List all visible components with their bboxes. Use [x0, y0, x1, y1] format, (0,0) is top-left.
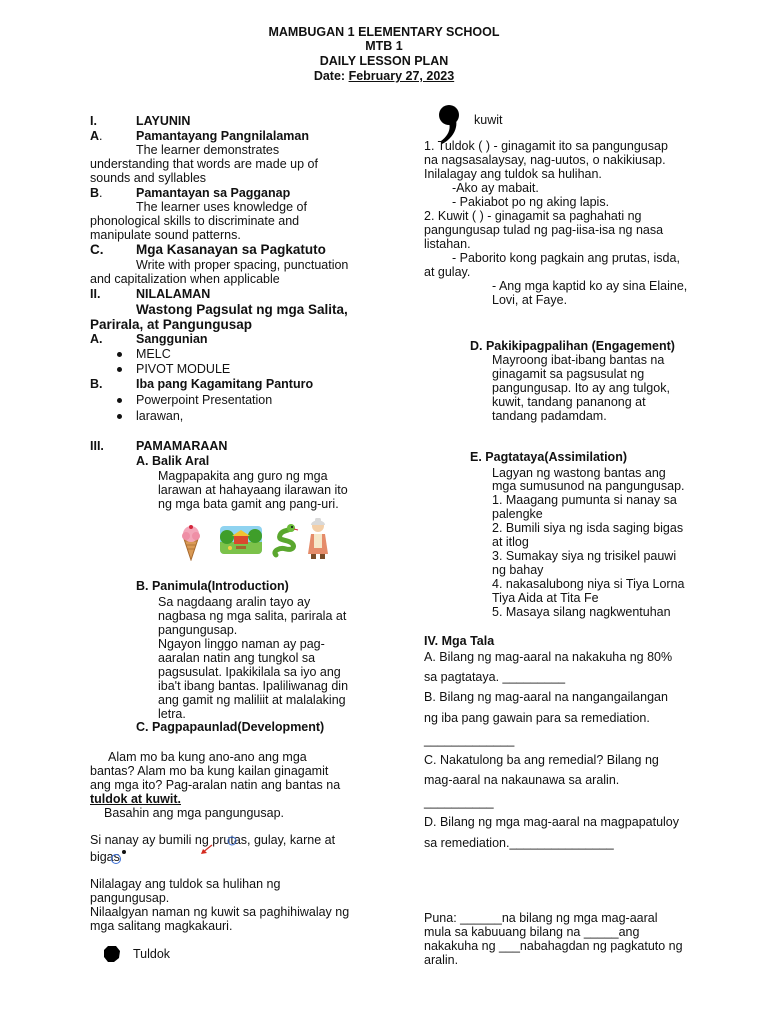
tuldok-label: Tuldok [133, 947, 171, 961]
mga-tala-title: IV. Mga Tala [424, 634, 495, 648]
alam-line-2: bantas? Alam mo ba kung kailan ginagamit [90, 764, 329, 778]
panimula-line-8: ang gamit ng maliliit at malalaking [158, 693, 346, 707]
puna-line-2: mula sa kabuuang bilang na _____ang [424, 925, 640, 939]
sanggunian-letter: A. [90, 332, 103, 346]
b-line-2: phonological skills to discriminate and [90, 214, 300, 228]
c-title: Mga Kasanayan sa Pagkatuto [136, 242, 326, 257]
note-line-2: pangungusap. [90, 891, 170, 905]
example-line-2: bigas [90, 850, 120, 864]
engagement-title: D. Pakikipagpalihan (Engagement) [470, 339, 675, 353]
note-line-1: Nilalagay ang tuldok sa hulihan ng [90, 877, 281, 891]
engagement-line-3: pangungusap. Ito ay ang tulgok, [492, 381, 670, 395]
a-line-2: understanding that words are made up of [90, 157, 318, 171]
rule-line-3: Inilalagay ang tuldok sa hulihan. [424, 167, 602, 181]
assimilation-line-9: 4. nakasalubong niya si Tiya Lorna [492, 577, 685, 591]
rule-line-1: 1. Tuldok ( ) - ginagamit ito sa pangungusap [424, 139, 668, 153]
section-2-title: NILALAMAN [136, 287, 211, 301]
engagement-line-1: Mayroong ibat-ibang bantas na [492, 353, 665, 367]
rule-line-7: pangungusap tulad ng pag-iisa-isa ng nasa [424, 223, 664, 237]
ice-cream-icon [176, 523, 206, 561]
engagement-line-2: ginagamit sa pagsusulat ng [492, 367, 645, 381]
assimilation-title: E. Pagtataya(Assimilation) [470, 450, 627, 464]
school-name: MAMBUGAN 1 ELEMENTARY SCHOOL [268, 25, 500, 39]
puna-line-4: aralin. [424, 953, 459, 967]
panimula-line-9: letra. [158, 707, 186, 721]
kagamitan-letter: B. [90, 377, 103, 391]
sanggunian-title: Sanggunian [136, 332, 208, 346]
rule-line-5: - Pakiabot po ng aking lapis. [452, 195, 610, 209]
tala-c-line-3: __________ [424, 795, 494, 809]
doc-type: DAILY LESSON PLAN [319, 54, 449, 68]
rule-line-6: 2. Kuwit ( ) - ginagamit sa paghahati ng [424, 209, 642, 223]
date-value: February 27, 2023 [348, 69, 455, 83]
a-line-3: sounds and syllables [90, 171, 207, 185]
date-label: Date: [313, 69, 346, 83]
assimilation-line-11: 5. Masaya silang nagkwentuhan [492, 605, 671, 619]
panimula-line-2: nagbasa ng mga salita, parirala at [158, 609, 347, 623]
a-line-1: The learner demonstrates [136, 143, 280, 157]
alam-line-4: tuldok at kuwit. [90, 792, 181, 806]
section-1-number: I. [90, 114, 97, 128]
sanggunian-item-2: PIVOT MODULE [136, 362, 231, 376]
alam-line-5: Basahin ang mga pangungusap. [104, 806, 285, 820]
grandmother-icon [306, 518, 330, 560]
engagement-line-4: kuwit, tandang pananong at [492, 395, 646, 409]
c-line-1: Write with proper spacing, punctuation [136, 258, 349, 272]
section-2-topic-2: Parirala, at Pangungusap [90, 317, 253, 332]
tala-a-line-2: sa pagtataya. _________ [424, 670, 566, 684]
assimilation-line-7: 3. Sumakay siya ng trisikel pauwi [492, 549, 677, 563]
rule-line-11: - Ang mga kaptid ko ay sina Elaine, [492, 279, 688, 293]
panimula-line-1: Sa nagdaang aralin tayo ay [158, 595, 311, 609]
balik-aral-line-1: Magpapakita ang guro ng mga [158, 469, 328, 483]
kagamitan-item-1: Powerpoint Presentation [136, 393, 273, 407]
park-icon [220, 526, 262, 554]
assimilation-line-1: Lagyan ng wastong bantas ang [492, 466, 666, 480]
tala-d-line-1: D. Bilang ng mga mag-aaral na magpapatuloy [424, 815, 680, 829]
assimilation-line-8: ng bahay [492, 563, 544, 577]
rule-line-2: na nagsasalaysay, nag-uutos, o nakikiusap. [424, 153, 666, 167]
section-2-number: II. [90, 287, 101, 301]
balik-aral-line-3: ng mga bata gamit ang pang-uri. [158, 497, 339, 511]
panimula-title: B. Panimula(Introduction) [136, 579, 289, 593]
b-letter: B. [90, 186, 103, 200]
alam-line-3: ang mga ito? Pag-aralan natin ang bantas na [90, 778, 341, 792]
b-title: Pamantayan sa Pagganap [136, 186, 291, 200]
rule-line-4: -Ako ay mabait. [452, 181, 539, 195]
bullet [117, 352, 122, 357]
note-line-4: mga salitang magkakauri. [90, 919, 233, 933]
a-title: Pamantayang Pangnilalaman [136, 129, 309, 143]
section-3-title: PAMAMARAAN [136, 439, 228, 453]
section-1-title: LAYUNIN [136, 114, 191, 128]
rule-line-9: - Paborito kong pagkain ang prutas, isda, [452, 251, 680, 265]
rule-line-10: at gulay. [424, 265, 471, 279]
puna-line-1: Puna: ______na bilang ng mga mag-aaral [424, 911, 658, 925]
rule-line-8: listahan. [424, 237, 471, 251]
tala-c-line-2: mag-aaral na nakaunawa sa aralin. [424, 773, 620, 787]
puna-line-3: nakakuha ng ___nabahagdan ng pagkatuto ng [424, 939, 683, 953]
assimilation-line-2: mga sumusunod na pangungusap. [492, 479, 685, 493]
assimilation-line-4: palengke [492, 507, 543, 521]
tala-b-line-2: ng iba pang gawain para sa remediation. [424, 711, 650, 725]
section-2-topic-1: Wastong Pagsulat ng mga Salita, [136, 302, 348, 317]
tala-b-line-3: _____________ [424, 733, 515, 747]
rule-line-12: Lovi, at Faye. [492, 293, 568, 307]
kagamitan-title: Iba pang Kagamitang Panturo [136, 377, 314, 391]
tala-a-line-1: A. Bilang ng mag-aaral na nakakuha ng 80% [424, 650, 673, 664]
panimula-line-7: iba't ibang bantas. Ipaliliwanag din [158, 679, 349, 693]
panimula-line-3: pangungusap. [158, 623, 238, 637]
pagpapaunlad-title: C. Pagpapaunlad(Development) [136, 720, 325, 734]
panimula-line-6: pagsusulat. Ipakikilala sa iyo ang [158, 665, 341, 679]
assimilation-line-5: 2. Bumili siya ng isda saging bigas [492, 521, 684, 535]
annotation-marks [108, 832, 244, 868]
balik-aral-line-2: larawan at hahayaang ilarawan ito [158, 483, 348, 497]
note-line-3: Nilaalgyan naman ng kuwit sa paghihiwalay ng [90, 905, 350, 919]
a-letter: A. [90, 129, 103, 143]
kuwit-label: kuwit [474, 113, 503, 127]
sanggunian-item-1: MELC [136, 347, 171, 361]
c-letter: C. [90, 242, 104, 257]
panimula-line-5: aaralan natin ang tungkol sa [158, 651, 316, 665]
tala-c-line-1: C. Nakatulong ba ang remedial? Bilang ng [424, 753, 659, 767]
section-3-number: III. [90, 439, 104, 453]
tala-d-line-2: sa remediation._______________ [424, 836, 614, 850]
tala-b-line-1: B. Bilang ng mag-aaral na nangangailangan [424, 690, 668, 704]
subject: MTB 1 [365, 39, 403, 53]
panimula-line-4: Ngayon linggo naman ay pag- [158, 637, 325, 651]
engagement-line-5: tandang padamdam. [492, 409, 607, 423]
date-line [0, 69, 768, 83]
assimilation-line-10: Tiya Aida at Tita Fe [492, 591, 599, 605]
kagamitan-item-2: larawan, [136, 409, 184, 423]
period-icon [103, 945, 121, 963]
b-line-3: manipulate sound patterns. [90, 228, 241, 242]
c-line-2: and capitalization when applicable [90, 272, 280, 286]
balik-aral-title: A. Balik Aral [136, 454, 210, 468]
example-line-1: Si nanay ay bumili ng prutas, gulay, karne at [90, 833, 336, 847]
bullet [117, 367, 122, 372]
bullet [117, 414, 122, 419]
b-line-1: The learner uses knowledge of [136, 200, 307, 214]
assimilation-line-6: at itlog [492, 535, 529, 549]
bullet [117, 398, 122, 403]
snake-icon [270, 523, 300, 559]
alam-line-1: Alam mo ba kung ano-ano ang mga [108, 750, 307, 764]
assimilation-line-3: 1. Maagang pumunta si nanay sa [492, 493, 677, 507]
